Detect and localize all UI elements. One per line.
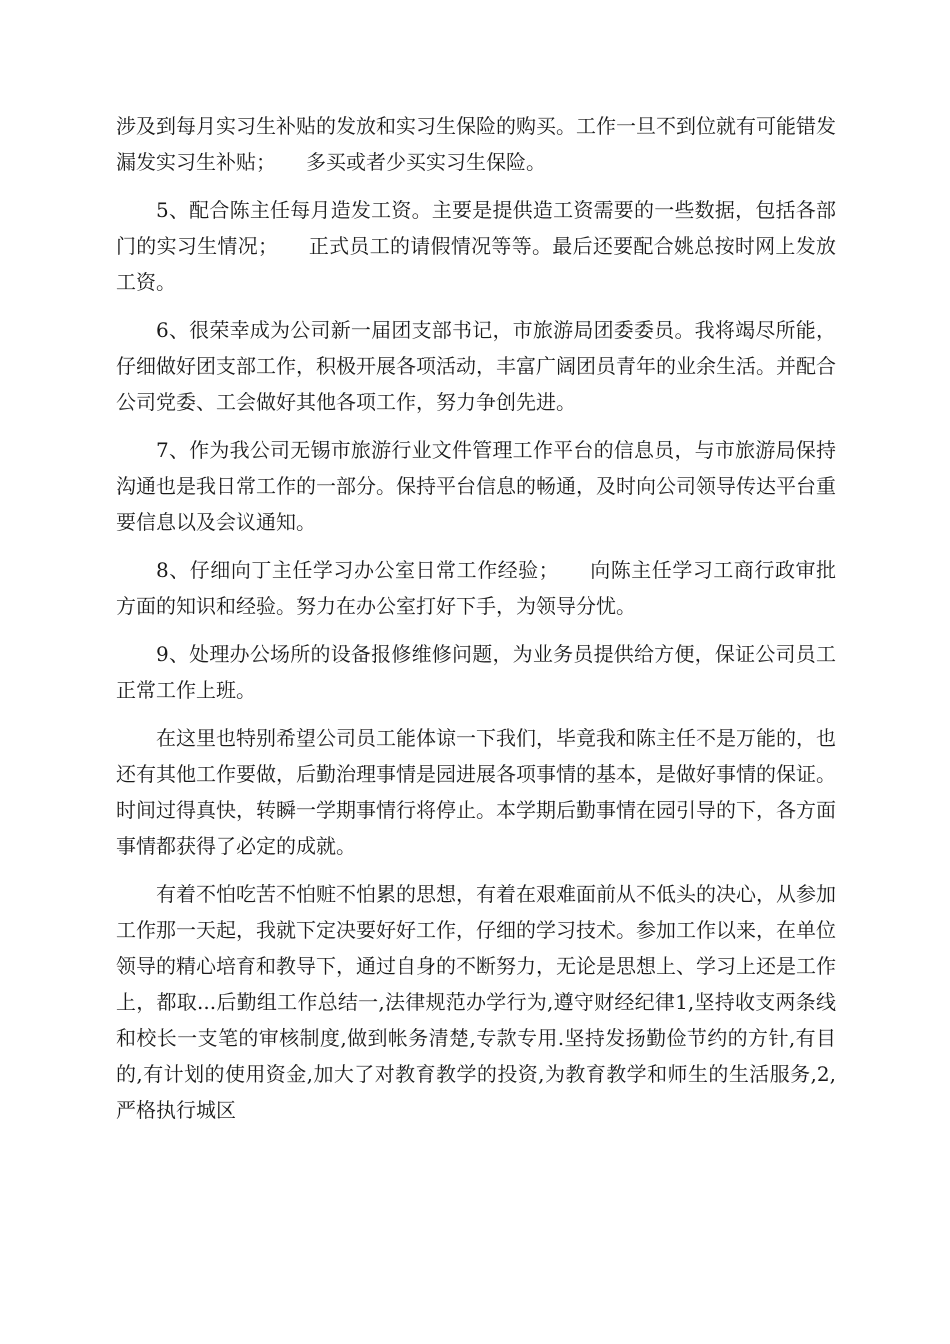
paragraph-8: 有着不怕吃苦不怕赃不怕累的思想，有着在艰难面前从不低头的决心，从参加工作那一天起，我就下定决要好好工作，仔细的学习技术。参加工作以来，在单位领导的精心培育和教导下，通过自身的不断努力，无论是思想上、学习上还是工作上，都取...后勤组工作总结一,法律规范办学行为,遵守财经纪律1,坚持收支两条线和校长一支笔的审核制度,做到帐务清楚,专款专用.坚持发扬勤俭节约的方针,有目的,有计划的使用资金,加大了对教育教学的投资,为教育教学和师生的生活服务,2,严格执行城区 (116, 882, 836, 1122)
paragraph-4: 7、作为我公司无锡市旅游行业文件管理工作平台的信息员，与市旅游局保持沟通也是我日常工作的一部分。保持平台信息的畅通，及时向公司领导传达平台重要信息以及会议通知。 (116, 438, 836, 534)
paragraph-5: 8、仔细向丁主任学习办公室日常工作经验； 向陈主任学习工商行政审批方面的知识和经验。努力在办公室打好下手，为领导分忧。 (116, 558, 836, 618)
paragraph-3: 6、很荣幸成为公司新一届团支部书记，市旅游局团委委员。我将竭尽所能，仔细做好团支部工作，积极开展各项活动，丰富广阔团员青年的业余生活。并配合公司党委、工会做好其他各项工作，努力争创先进。 (116, 318, 836, 414)
paragraph-2: 5、配合陈主任每月造发工资。主要是提供造工资需要的一些数据，包括各部门的实习生情况； 正式员工的请假情况等等。最后还要配合姚总按时网上发放工资。 (116, 198, 836, 294)
paragraph-1: 涉及到每月实习生补贴的发放和实习生保险的购买。工作一旦不到位就有可能错发漏发实习生补贴； 多买或者少买实习生保险。 (116, 114, 836, 174)
paragraph-6: 9、处理办公场所的设备报修维修问题，为业务员提供给方便，保证公司员工正常工作上班。 (116, 642, 836, 702)
document-page (116, 108, 836, 1140)
paragraph-7: 在这里也特别希望公司员工能体谅一下我们，毕竟我和陈主任不是万能的，也还有其他工作要做，后勤治理事情是园进展各项事情的基本，是做好事情的保证。时间过得真快，转瞬一学期事情行将停止。本学期后勤事情在园引导的下，各方面事情都获得了必定的成就。 (116, 726, 836, 858)
